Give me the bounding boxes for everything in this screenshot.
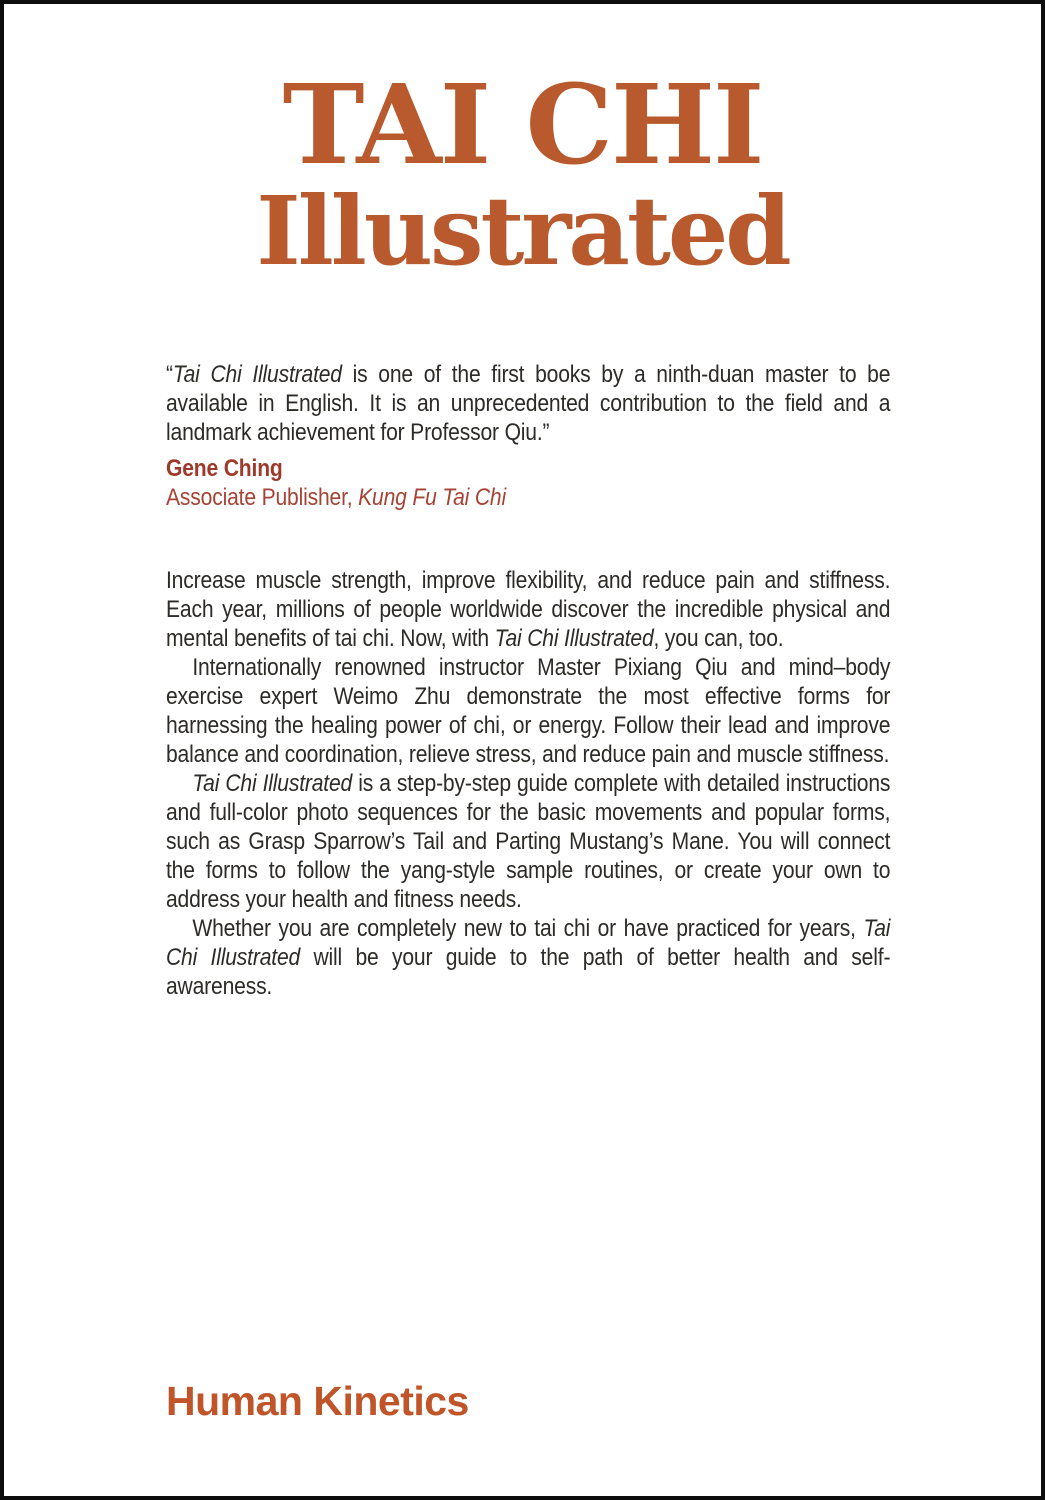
body-paragraph (166, 769, 890, 914)
text-segment: Tai Chi Illustrated (192, 770, 353, 797)
text-segment: Tai Chi Illustrated (172, 361, 342, 388)
book-subtitle: Illustrated (256, 176, 789, 287)
book-title-block (4, 4, 1041, 287)
cover-content (166, 360, 890, 1001)
text-segment: Tai Chi Illustrated (494, 625, 654, 652)
text-segment: , you can, too. (653, 625, 784, 652)
reviewer-role (166, 483, 890, 512)
text-segment: Increase muscle strength, improve flexibility, and reduce pain and stiffness. Each year, millions of people worldwide discover the incredible physical and mental benefits of tai chi. Now, with (166, 567, 891, 652)
text-segment: Associate Publisher, (166, 484, 359, 511)
body-paragraph (166, 914, 890, 1001)
text-segment: is one of the first books by a ninth-duan master to be available in English. It is an unprecedented contribution to the field and a landmark achievement for Professor Qiu.” (166, 361, 891, 446)
book-title: TAI CHI (282, 60, 763, 189)
text-segment: Whether you are completely new to tai chi or have practiced for years, (192, 915, 864, 942)
text-segment: will be your guide to the path of better health and self-awareness. (166, 944, 891, 1000)
text-segment: Tai Chi Illustrated (166, 915, 891, 971)
body-paragraph (166, 653, 890, 769)
publisher-logo: Human Kinetics (166, 1378, 469, 1424)
body-paragraphs (166, 566, 890, 1001)
review-quote (166, 360, 890, 447)
body-paragraph (166, 566, 890, 653)
text-segment: Kung Fu Tai Chi (358, 484, 507, 511)
reviewer-name: Gene Ching (166, 455, 283, 482)
text-segment: “ (166, 361, 173, 388)
text-segment: Internationally renowned instructor Master Pixiang Qiu and mind–body exercise expert Weimo Zhu demonstrate the most effective forms for harnessing the healing power of chi, or energy. Follow their lead and improve balance and coordination, relieve stress, and reduce pain and muscle stiffness. (166, 654, 891, 768)
text-segment: is a step-by-step guide complete with detailed instructions and full-color photo sequences for the basic movements and popular forms, such as Grasp Sparrow’s Tail and Parting Mustang’s Mane. You will connect the forms to follow the yang-style sample routines, or create your own to address your health and fitness needs. (166, 770, 891, 913)
